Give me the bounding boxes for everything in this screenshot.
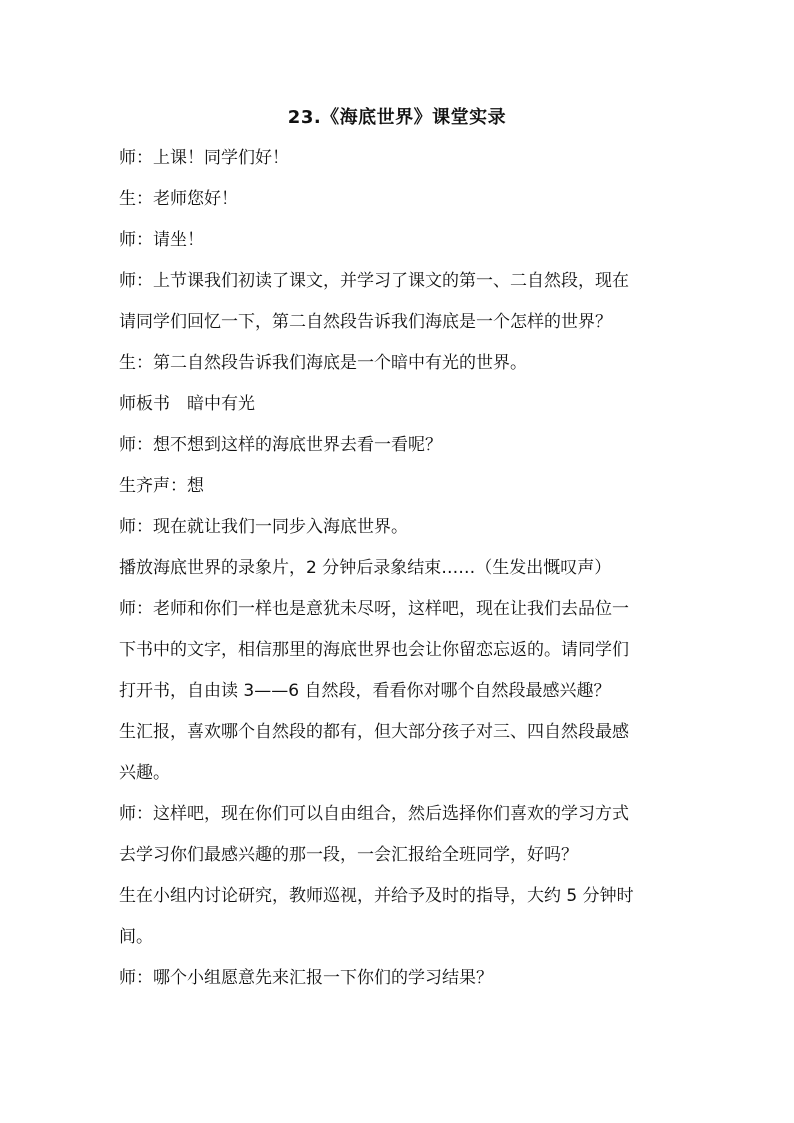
- dialogue-paragraph: [119, 554, 679, 582]
- paragraph-line: 间。: [119, 927, 153, 947]
- dialogue-paragraph: [119, 595, 679, 705]
- document-body: [119, 144, 679, 1005]
- paragraph-line: 下书中的文字，相信那里的海底世界也会让你留恋忘返的。请同学们: [119, 640, 629, 660]
- paragraph-line: 师：上节课我们初读了课文，并学习了课文的第一、二自然段，现在: [119, 271, 629, 291]
- paragraph-line: 师：老师和你们一样也是意犹未尽呀，这样吧，现在让我们去品位一: [119, 599, 629, 619]
- dialogue-paragraph: [119, 390, 679, 418]
- paragraph-line: 生：老师您好！: [119, 189, 238, 209]
- dialogue-paragraph: [119, 718, 679, 787]
- paragraph-line: 生在小组内讨论研究，教师巡视，并给予及时的指导，大约 5 分钟时: [119, 886, 634, 906]
- paragraph-line: 播放海底世界的录象片，2 分钟后录象结束……（生发出慨叹声）: [119, 558, 612, 578]
- dialogue-paragraph: [119, 964, 679, 992]
- dialogue-paragraph: [119, 185, 679, 213]
- dialogue-paragraph: [119, 513, 679, 541]
- dialogue-paragraph: [119, 267, 679, 336]
- dialogue-paragraph: [119, 882, 679, 951]
- paragraph-line: 师：想不想到这样的海底世界去看一看呢？: [119, 435, 442, 455]
- paragraph-line: 生：第二自然段告诉我们海底是一个暗中有光的世界。: [119, 353, 527, 373]
- dialogue-paragraph: [119, 349, 679, 377]
- document-title: 23.《海底世界》课堂实录: [287, 107, 507, 128]
- dialogue-paragraph: [119, 226, 679, 254]
- dialogue-paragraph: [119, 144, 679, 172]
- dialogue-paragraph: [119, 800, 679, 869]
- paragraph-line: 师：请坐！: [119, 230, 204, 250]
- paragraph-line: 师：现在就让我们一同步入海底世界。: [119, 517, 408, 537]
- paragraph-line: 师板书 暗中有光: [119, 394, 255, 414]
- paragraph-line: 请同学们回忆一下，第二自然段告诉我们海底是一个怎样的世界？: [119, 312, 612, 332]
- paragraph-line: 师：哪个小组愿意先来汇报一下你们的学习结果？: [119, 968, 493, 988]
- paragraph-line: 打开书，自由读 3——6 自然段，看看你对哪个自然段最感兴趣？: [119, 681, 611, 701]
- paragraph-line: 生齐声：想: [119, 476, 204, 496]
- paragraph-line: 师：这样吧，现在你们可以自由组合，然后选择你们喜欢的学习方式: [119, 804, 629, 824]
- dialogue-paragraph: [119, 431, 679, 459]
- paragraph-line: 兴趣。: [119, 763, 170, 783]
- paragraph-line: 生汇报，喜欢哪个自然段的都有，但大部分孩子对三、四自然段最感: [119, 722, 629, 742]
- paragraph-line: 师：上课！同学们好！: [119, 148, 289, 168]
- dialogue-paragraph: [119, 472, 679, 500]
- paragraph-line: 去学习你们最感兴趣的那一段，一会汇报给全班同学，好吗？: [119, 845, 578, 865]
